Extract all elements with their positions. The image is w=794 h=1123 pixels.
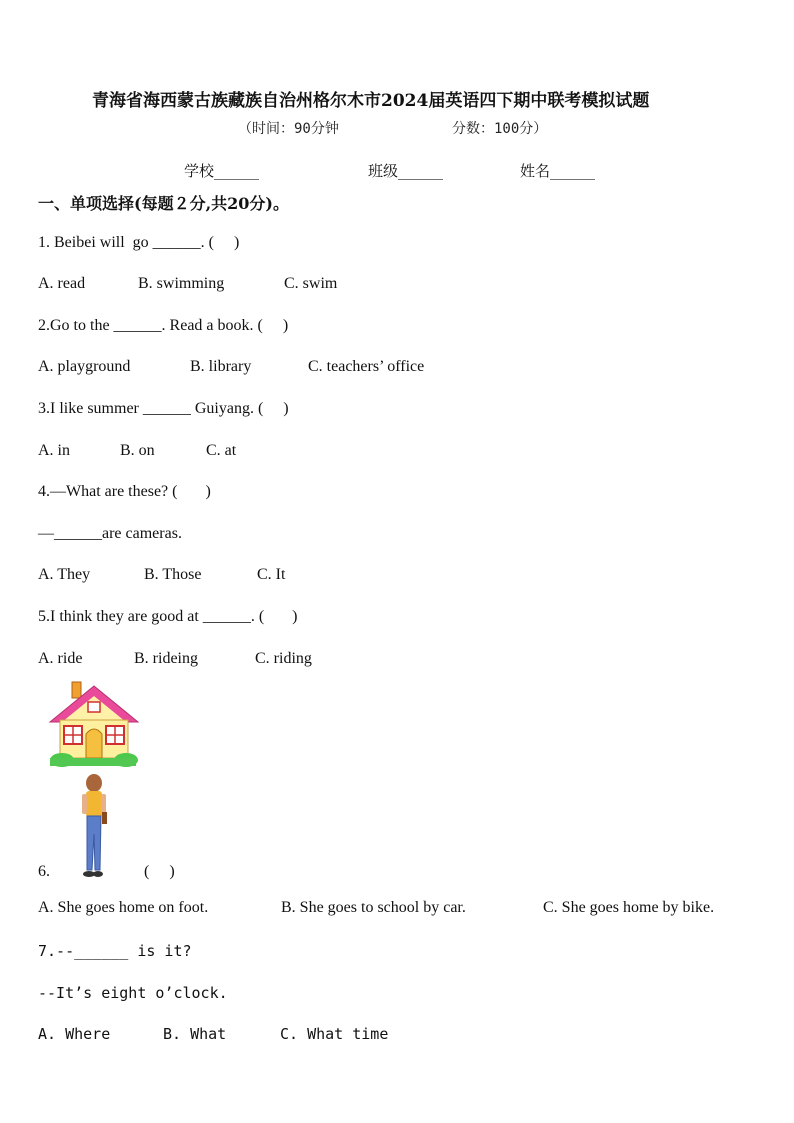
q6-option-a: A. She goes home on foot.: [38, 899, 209, 916]
q5-option-c: C. riding: [255, 650, 312, 667]
exam-score: 分数：100分）: [452, 121, 548, 137]
question-5-stem: 5.I think they are good at ______. ( ): [38, 608, 298, 625]
question-3-stem: 3.I like summer ______ Guiyang. ( ): [38, 400, 289, 417]
q2-option-a: A. playground: [38, 358, 131, 375]
q4-option-a: A. They: [38, 566, 91, 583]
q3-option-c: C. at: [206, 442, 237, 459]
q7-option-b: B. What: [163, 1025, 227, 1043]
school-field: 学校______: [184, 162, 260, 180]
q5-option-a: A. ride: [38, 650, 83, 667]
question-2-stem: 2.Go to the ______. Read a book. ( ): [38, 317, 289, 334]
q2-option-c: C. teachers’ office: [308, 358, 425, 375]
q1-option-b: B. swimming: [138, 275, 225, 292]
q7-option-c: C. What time: [280, 1025, 389, 1043]
q2-option-b: B. library: [190, 358, 252, 375]
q6-option-c: C. She goes home by bike.: [543, 899, 715, 916]
class-field: 班级______: [368, 162, 444, 180]
page-title: 青海省海西蒙古族藏族自治州格尔木市2024届英语四下期中联考模拟试题: [92, 91, 650, 111]
q3-option-b: B. on: [120, 442, 155, 459]
girl-walking-illustration: [76, 774, 112, 880]
q1-option-c: C. swim: [284, 275, 338, 292]
q7-option-a: A. Where: [38, 1025, 111, 1043]
q3-option-a: A. in: [38, 442, 70, 459]
house-illustration: [48, 680, 140, 770]
q4-option-c: C. It: [257, 566, 286, 583]
section-title: 一、单项选择(每题２分,共20分)。: [38, 194, 289, 213]
question-7-answer-line: --It’s eight o’clock.: [38, 984, 228, 1002]
name-field: 姓名______: [520, 162, 596, 180]
question-7-stem: 7.--______ is it?: [38, 942, 192, 960]
q4-option-b: B. Those: [144, 566, 202, 583]
question-6-paren: ( ): [144, 863, 175, 880]
q5-option-b: B. rideing: [134, 650, 198, 667]
question-4-stem: 4.—What are these? ( ): [38, 483, 211, 500]
question-1-stem: 1. Beibei will go ______. ( ): [38, 234, 240, 251]
q6-option-b: B. She goes to school by car.: [281, 899, 466, 916]
q1-option-a: A. read: [38, 275, 86, 292]
exam-time: （时间：90分钟: [238, 121, 339, 137]
question-6-stem: 6.: [38, 863, 50, 880]
question-4-answer-line: —______are cameras.: [38, 525, 182, 542]
